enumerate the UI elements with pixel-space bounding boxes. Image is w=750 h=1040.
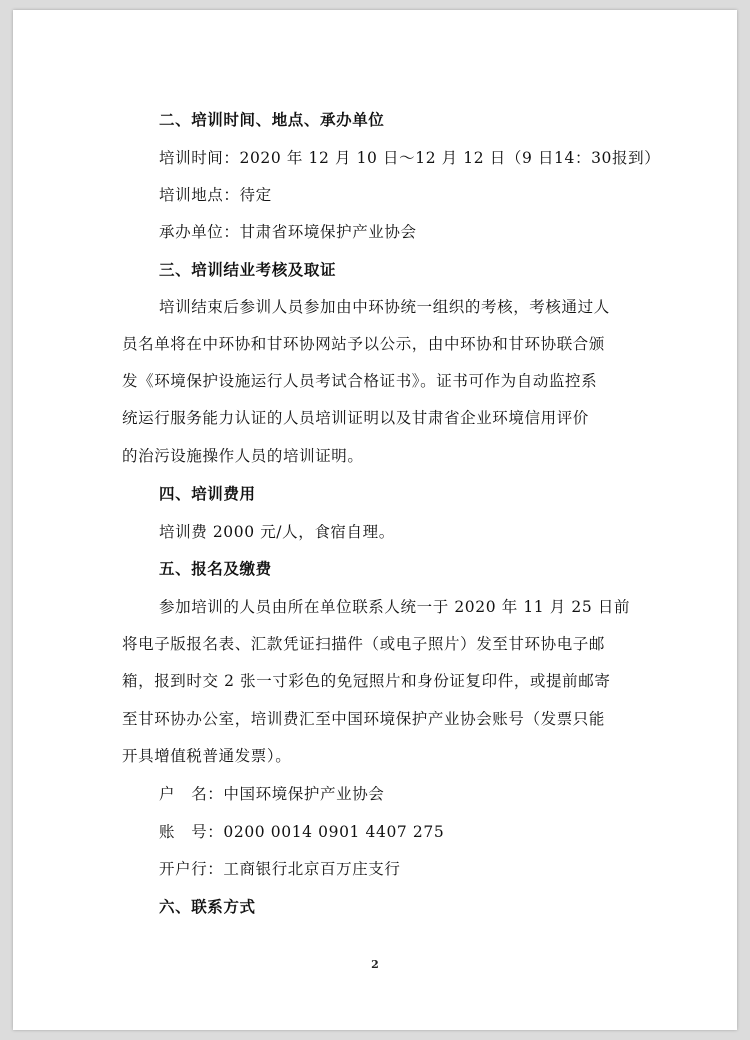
account-name: 户 名：中国环境保护产业协会 — [159, 785, 385, 803]
section-3-paragraph-line: 的治污设施操作人员的培训证明。 — [122, 447, 364, 465]
account-number: 账 号：0200 0014 0901 4407 275 — [159, 823, 445, 841]
section-5-paragraph-line: 参加培训的人员由所在单位联系人统一于 2020 年 11 月 25 日前 — [159, 598, 631, 616]
document-page — [13, 10, 737, 1030]
training-organizer: 承办单位：甘肃省环境保护产业协会 — [159, 223, 417, 241]
page-number: 2 — [371, 958, 379, 971]
training-fee: 培训费 2000 元/人，食宿自理。 — [159, 523, 395, 541]
section-3-heading: 三、培训结业考核及取证 — [159, 261, 337, 279]
section-6-heading: 六、联系方式 — [159, 898, 256, 916]
section-5-paragraph-line: 开具增值税普通发票）。 — [122, 747, 292, 765]
training-time: 培训时间：2020 年 12 月 10 日～12 月 12 日（9 日14：30报到） — [159, 149, 661, 167]
section-3-paragraph-line: 发《环境保护设施运行人员考试合格证书》。证书可作为自动监控系 — [122, 372, 598, 390]
section-2-heading: 二、培训时间、地点、承办单位 — [159, 111, 385, 129]
section-3-paragraph-line: 统运行服务能力认证的人员培训证明以及甘肃省企业环境信用评价 — [122, 409, 589, 427]
training-place: 培训地点：待定 — [159, 186, 272, 204]
section-5-heading: 五、报名及缴费 — [159, 560, 272, 578]
section-5-paragraph-line: 箱，报到时交 2 张一寸彩色的免冠照片和身份证复印件，或提前邮寄 — [122, 672, 611, 690]
section-3-paragraph-line: 培训结束后参训人员参加由中环协统一组织的考核，考核通过人 — [159, 298, 610, 316]
section-5-paragraph-line: 至甘环协办公室，培训费汇至中国环境保护产业协会账号（发票只能 — [122, 710, 606, 728]
bank-branch: 开户行：工商银行北京百万庄支行 — [159, 860, 401, 878]
section-5-paragraph-line: 将电子版报名表、汇款凭证扫描件（或电子照片）发至甘环协电子邮 — [122, 635, 606, 653]
section-4-heading: 四、培训费用 — [159, 485, 256, 503]
section-3-paragraph-line: 员名单将在中环协和甘环协网站予以公示，由中环协和甘环协联合颁 — [122, 335, 606, 353]
